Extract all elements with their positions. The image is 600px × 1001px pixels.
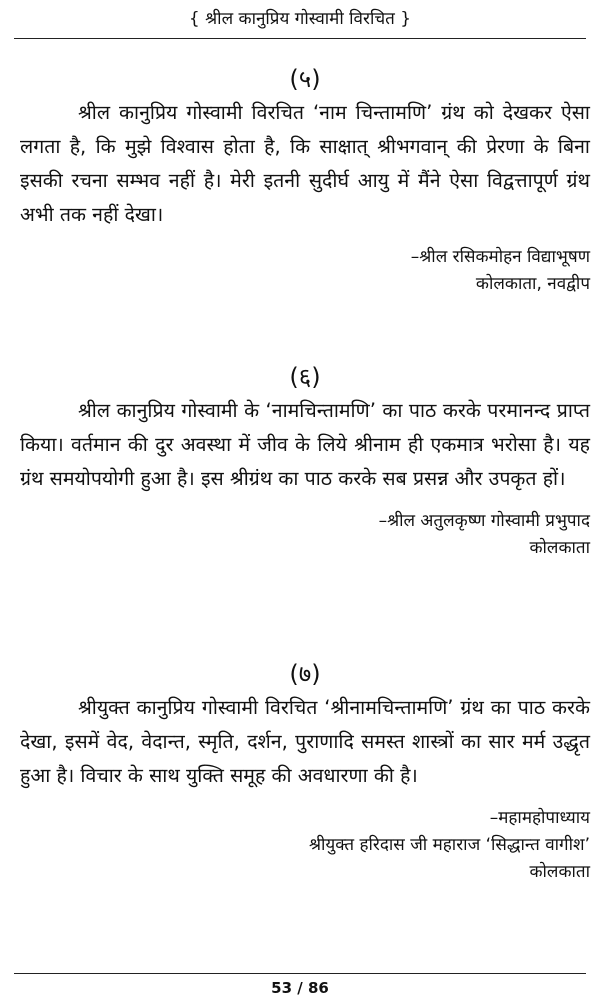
signature-name: श्रीयुक्त हरिदास जी महाराज ‘सिद्धान्त वागीश’	[308, 835, 590, 855]
page-indicator: 53 / 86	[271, 979, 329, 997]
section-number: (७)	[289, 660, 321, 688]
header-divider	[14, 38, 586, 39]
testimonial-text: श्रील कानुप्रिय गोस्वामी के ‘नामचिन्तामणि’ का पाठ करके परमानन्द प्राप्त किया। वर्तमान की दुर अवस्था में जीव के लिये श्रीनाम ही एकमात्र भरोसा है। यह ग्रंथ समयोपयोगी हुआ है। इस श्रीग्रंथ का पाठ करके सब प्रसन्न और उपकृत हों।	[20, 399, 590, 490]
signature-title: –महामहोपाध्याय	[489, 808, 590, 828]
signature-name: –श्रील अतुलकृष्ण गोस्वामी प्रभुपाद	[378, 511, 590, 531]
section-number: (६)	[289, 363, 321, 391]
signature-location: कोलकाता, नवद्वीप	[475, 274, 590, 294]
testimonial-5	[20, 62, 590, 298]
testimonial-7	[20, 657, 590, 886]
testimonial-text: श्रीयुक्त कानुप्रिय गोस्वामी विरचित ‘श्रीनामचिन्तामणि’ ग्रंथ का पाठ करके देखा, इसमें वेद, वेदान्त, स्मृति, दर्शन, पुराणादि समस्त शास्त्रों का सार मर्म उद्धृत हुआ है। विचार के साथ युक्ति समूह की अवधारणा की है।	[20, 696, 590, 787]
footer-divider	[14, 973, 586, 974]
signature-location: कोलकाता	[529, 538, 590, 558]
section-number: (५)	[289, 65, 321, 93]
signature-location: कोलकाता	[529, 862, 590, 882]
testimonial-text: श्रील कानुप्रिय गोस्वामी विरचित ‘नाम चिन्तामणि’ ग्रंथ को देखकर ऐसा लगता है, कि मुझे विश्वास होता है, कि साक्षात् श्रीभगवान् की प्रेरणा के बिना इसकी रचना सम्भव नहीं है। मेरी इतनी सुदीर्घ आयु में मैंने ऐसा विद्वत्तापूर्ण ग्रंथ अभी तक नहीं देखा।	[20, 101, 590, 226]
testimonial-6	[20, 360, 590, 562]
signature-name: –श्रील रसिकमोहन विद्याभूषण	[410, 247, 590, 267]
running-title: { श्रील कानुप्रिय गोस्वामी विरचित }	[188, 9, 412, 29]
